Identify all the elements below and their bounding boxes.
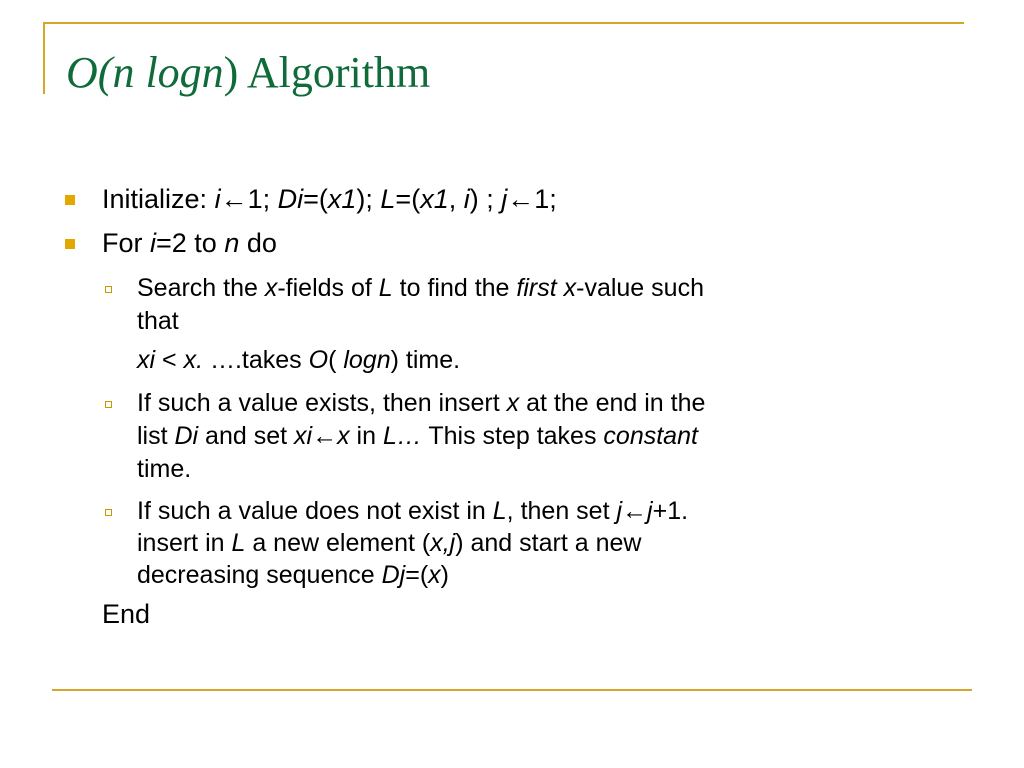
var: L	[492, 497, 507, 525]
text: This step takes	[421, 422, 604, 450]
var: x	[264, 274, 278, 302]
var: x1	[327, 184, 357, 214]
bullet-initialize	[102, 183, 557, 215]
sub-bullet-exists-line1	[137, 387, 705, 419]
text: ←	[622, 497, 648, 525]
var: i	[463, 184, 470, 214]
var: L…	[382, 422, 422, 450]
var: first x	[516, 274, 577, 302]
sub-bullet-search-line3	[137, 344, 460, 376]
text: , then set	[506, 497, 617, 525]
var: L	[378, 274, 393, 302]
sub-bullet-exists-line3: time.	[137, 455, 192, 483]
text: =(	[395, 184, 421, 214]
var: x.	[183, 346, 204, 374]
text: ….takes	[203, 346, 309, 374]
text: ←	[312, 422, 338, 450]
text: list	[137, 422, 175, 450]
text: at the end in the	[519, 389, 706, 417]
text: decreasing sequence	[137, 561, 382, 589]
var: Di	[174, 422, 199, 450]
text: =(	[303, 184, 328, 214]
var: x	[337, 422, 350, 450]
text: +1.	[652, 497, 689, 525]
text: ←1;	[507, 184, 557, 214]
var: j	[501, 184, 508, 214]
sub-bullet-notexist-line1	[137, 495, 688, 527]
title-suffix: )	[223, 48, 239, 97]
title-word: Algorithm	[238, 48, 431, 97]
text: Search the	[137, 274, 265, 302]
sub-bullet-exists-line2	[137, 420, 698, 452]
text: in	[349, 422, 383, 450]
sub-bullet-marker-3	[105, 509, 112, 516]
sub-bullet-search-line1	[137, 272, 704, 304]
var: j	[616, 497, 623, 525]
text: ) ;	[469, 184, 502, 214]
text: do	[239, 228, 277, 258]
text: =2 to	[156, 228, 225, 258]
var: Di	[277, 184, 304, 214]
text: a new element (	[245, 529, 431, 557]
text: ,	[448, 184, 464, 214]
bullet-marker-2	[65, 239, 75, 249]
sub-bullet-notexist-line3	[137, 559, 449, 591]
text: to find the	[392, 274, 517, 302]
sub-bullet-search-line2: that	[137, 307, 179, 335]
title-prefix: O(	[66, 48, 113, 97]
sub-bullet-marker-2	[105, 401, 112, 408]
text: -value such	[576, 274, 704, 302]
var: constant	[603, 422, 698, 450]
text: =(	[405, 561, 429, 589]
var: n	[224, 228, 240, 258]
var: x	[506, 389, 520, 417]
var: logn	[343, 346, 391, 374]
var: j	[647, 497, 653, 525]
var: L	[380, 184, 396, 214]
text: ) and start a new	[455, 529, 642, 557]
var: L	[231, 529, 246, 557]
var: xi	[294, 422, 313, 450]
text: and set	[198, 422, 295, 450]
text: )	[440, 561, 449, 589]
var: xi	[137, 346, 156, 374]
text: For	[102, 228, 151, 258]
text: insert in	[137, 529, 232, 557]
bullet-marker-1	[65, 195, 75, 205]
var: x,j	[430, 529, 456, 557]
text: -fields of	[277, 274, 379, 302]
sub-bullet-marker-1	[105, 286, 112, 293]
var: x1	[420, 184, 449, 214]
bullet-for-loop	[102, 227, 277, 259]
end-label: End	[102, 599, 151, 629]
text: (	[328, 346, 344, 374]
var: x	[428, 561, 441, 589]
title-italic: n logn	[112, 48, 224, 97]
text: ←1;	[220, 184, 278, 214]
var: O	[308, 346, 329, 374]
text: ) time.	[390, 346, 461, 374]
var: i	[214, 184, 221, 214]
sub-bullet-notexist-line2	[137, 527, 641, 559]
var: Dj	[381, 561, 406, 589]
text: If such a value exists, then insert	[137, 389, 507, 417]
text: If such a value does not exist in	[137, 497, 493, 525]
text: <	[155, 346, 184, 374]
var: i	[150, 228, 157, 258]
text: );	[356, 184, 381, 214]
text: Initialize:	[102, 184, 215, 214]
